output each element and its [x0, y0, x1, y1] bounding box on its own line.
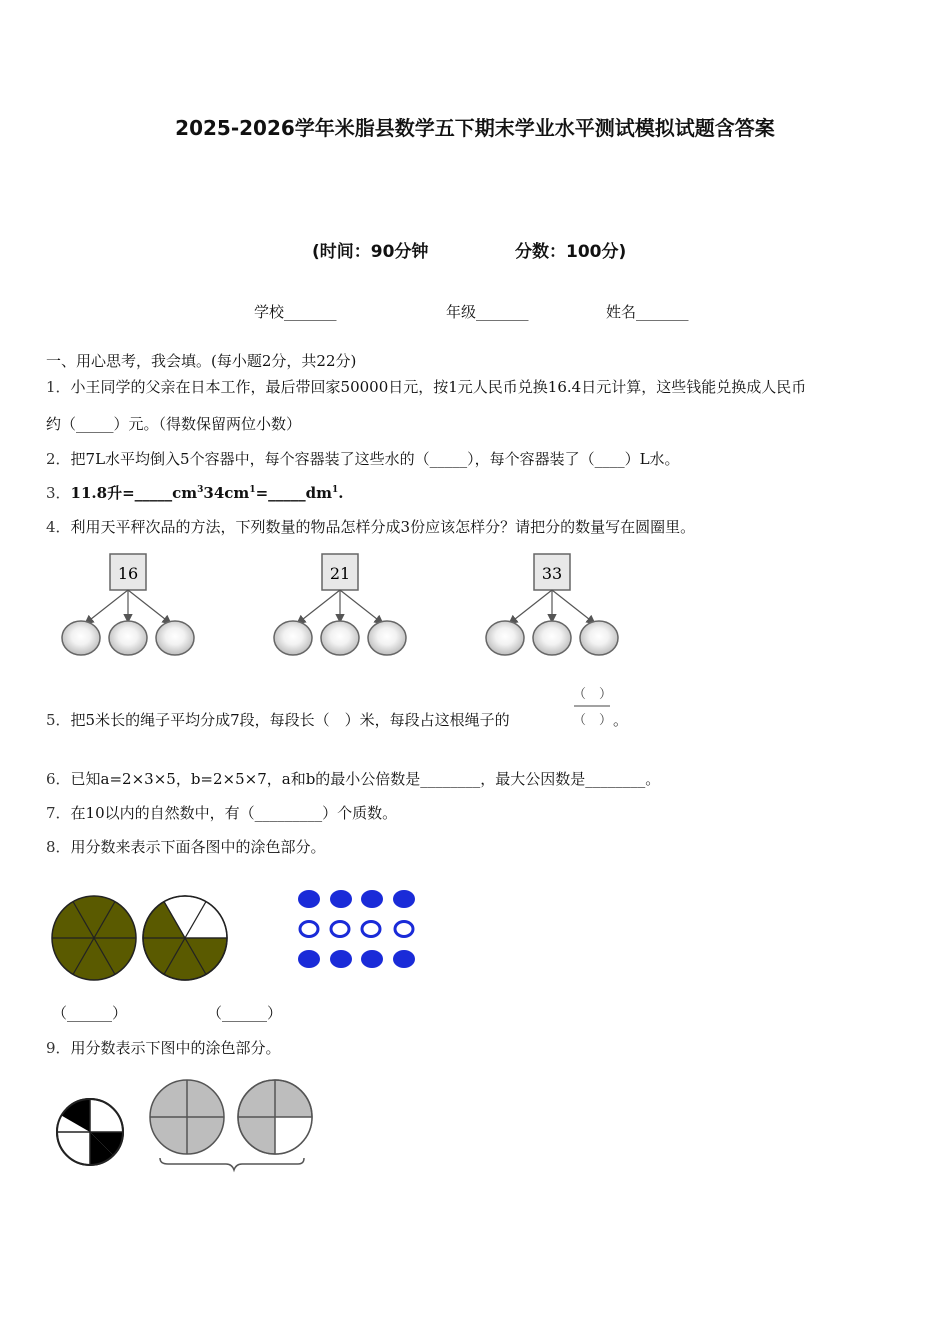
- tree-33: [486, 554, 618, 655]
- fraction-numerator[interactable]: （ ）: [573, 687, 613, 702]
- answer-circle[interactable]: [156, 621, 194, 655]
- question-5: [46, 709, 510, 730]
- q9-gray-circle-2: [238, 1080, 312, 1154]
- question-number: 7．: [46, 804, 71, 822]
- q8-circle-partial: [143, 896, 227, 980]
- question-number: 1．: [46, 378, 71, 396]
- q3-part3: =_____dm: [255, 484, 333, 502]
- answer-circle[interactable]: [368, 621, 406, 655]
- question-text: 把5米长的绳子平均分成7段，每段长（ ）米，每段占这根绳子的: [70, 711, 510, 729]
- question-number: 2．: [46, 450, 71, 468]
- question-text: 用分数表示下图中的涂色部分。: [70, 1039, 281, 1057]
- question-number: 6．: [46, 770, 71, 788]
- school-field[interactable]: 学校_______: [254, 303, 337, 321]
- answer-circle[interactable]: [533, 621, 571, 655]
- question-text: 利用天平秤次品的方法，下列数量的物品怎样分成3份应该怎样分？请把分的数量写在圆圈里。: [70, 518, 696, 536]
- q9-gray-circle-1: [150, 1080, 224, 1154]
- answer-circle[interactable]: [486, 621, 524, 655]
- q3-part1: 11.8升=_____cm: [70, 484, 198, 502]
- section-heading: 一、用心思考，我会填。(每小题2分，共22分): [46, 352, 357, 370]
- question-text: 小王同学的父亲在日本工作，最后带回家50000日元，按1元人民币兑换16.4日元计算，这些钱能兑换成人民币: [70, 378, 807, 396]
- name-field[interactable]: 姓名_______: [606, 303, 689, 321]
- grade-field[interactable]: 年级_______: [446, 303, 529, 321]
- question-number: 4．: [46, 518, 71, 536]
- page-title: 2025-2026学年米脂县数学五下期末学业水平测试模拟试题含答案: [175, 116, 775, 140]
- q3-end: .: [338, 484, 344, 502]
- q9-square-circle: [57, 1099, 123, 1165]
- tree-21: [274, 554, 406, 655]
- q3-sup3: 1: [332, 485, 339, 495]
- box-label-33: 33: [541, 564, 563, 583]
- question-9: [46, 1037, 281, 1058]
- question-text: 已知a=2×3×5，b=2×5×7，a和b的最小公倍数是________，最大公因数是________。: [70, 770, 661, 788]
- question-number: 9．: [46, 1039, 71, 1057]
- question-8: [46, 836, 326, 857]
- q3-sup1: 3: [197, 485, 204, 495]
- question-1-line2: 约（_____）元。（得数保留两位小数）: [46, 415, 302, 433]
- q5-end: 。: [613, 711, 629, 729]
- fraction-denominator[interactable]: （ ）: [573, 713, 613, 728]
- answer-circle[interactable]: [274, 621, 312, 655]
- question-text: 在10以内的自然数中，有（_________）个质数。: [70, 804, 398, 822]
- q3-part2: 34cm: [203, 484, 250, 502]
- answer-blank-1[interactable]: （______）: [52, 1004, 128, 1022]
- q3-sup2: 1: [249, 485, 256, 495]
- answer-blank-2[interactable]: （______）: [207, 1004, 283, 1022]
- answer-circle[interactable]: [321, 621, 359, 655]
- exam-time: (时间：90分钟: [312, 242, 429, 262]
- question-number: 5．: [46, 711, 71, 729]
- question-number: 3．: [46, 484, 71, 502]
- question-number: 8．: [46, 838, 71, 856]
- question-text: 用分数来表示下面各图中的涂色部分。: [70, 838, 326, 856]
- q9-brace: [160, 1158, 304, 1170]
- exam-score: 分数：100分): [515, 242, 627, 262]
- question-7: [46, 802, 397, 823]
- answer-circle[interactable]: [62, 621, 100, 655]
- question-text: 把7L水平均倒入5个容器中，每个容器装了这些水的（_____），每个容器装了（____）L水。: [70, 450, 680, 468]
- tree-16: [62, 554, 194, 655]
- box-label-16: 16: [117, 564, 139, 583]
- question-6: [46, 768, 660, 789]
- box-label-21: 21: [329, 564, 351, 583]
- answer-circle[interactable]: [580, 621, 618, 655]
- q8-dot-grid: [298, 890, 415, 968]
- answer-circle[interactable]: [109, 621, 147, 655]
- q8-circle-full: [52, 896, 136, 980]
